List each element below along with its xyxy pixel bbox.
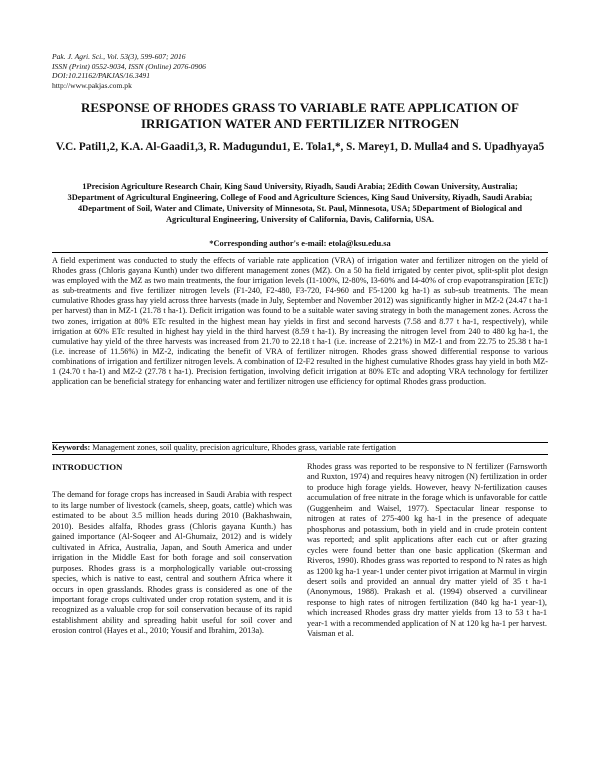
right-paragraph: Rhodes grass was reported to be responsive to N fertilizer (Farnsworth and Ruxton, 1974) and requires heavy nitrogen (N) fertilization in order to produce high forage yields. However, heavy N-fertilization causes accumulation of free nitrate in the forage which is unfavorable for cattle (Guggenheim and Waisel, 1977). Spectacular linear response to nitrogen at rates of 275-400 kg ha-1 in the presence of adequate phosphorus and potassium, both in yield and in crude protein content was reported; and split applications after each cut or after grazing cycles were found better than one basic application (Skerman and Riveros, 1990). Rhodes grass was reported to respond to N rates as high as 1200 kg ha-1 year-1 under center pivot irrigation at Marmul in virgin desert soils and provided an annual dry matter yield of 35 t ha-1 (Anonymous, 1988). Prakash et al. (1994) observed a curvilinear response to high rates of nitrogen fertilization (840 kg ha-1 year-1), which increased Rhodes grass dry matter yields from 13 to 53 t ha-1 year-1 with a recommended application of N at 120 kg ha-1 per harvest. Vaisman et al. <box>307 462 547 639</box>
paper-title: RESPONSE OF RHODES GRASS TO VARIABLE RATE APPLICATION OF IRRIGATION WATER AND FERTILIZER NITROGEN <box>80 100 519 131</box>
journal-header <box>52 52 206 90</box>
issn-line: ISSN (Print) 0552-9034, ISSN (Online) 2076-0906 <box>52 61 206 71</box>
author-list: V.C. Patil1,2, K.A. Al-Gaadi1,3, R. Madugundu1, E. Tola1,*, S. Marey1, D. Mulla4 and S. Upadhyaya5 <box>55 141 545 153</box>
left-column <box>52 462 292 637</box>
abstract: A field experiment was conducted to study the effects of variable rate application (VRA) of irrigation water and fertilizer nitrogen on the yield of Rhodes grass (Chloris gayana Kunth) under two different management zones (MZ). On a 50 ha field irrigated by center pivot, split-split plot design was employed with the MZ as two main treatments, the four irrigation levels (I1-100%, I2-80%, I3-60% and I4-40% of crop evapotranspiration [ETc]) as sub-treatments and five fertilizer nitrogen levels (F1-240, F2-480, F3-720, F4-960 and F5-1200 kg ha-1) as sub-sub treatments. The mean cumulative Rhodes grass hay yield across three harvests (made in July, September and November 2012) was significantly higher in MZ-2 (24.47 t ha-1 per harvest) than in MZ-1 (21.78 t ha-1). Deficit irrigation was found to be a suitable water saving strategy in both the management zones. Across the two zones, irrigation at 80% ETc resulted in the highest mean hay yields in first and second harvests (7.58 and 8.77 t ha-1, respectively), while irrigation at 60% ETc resulted in highest hay yield in the third harvest (8.59 t ha-1). By increasing the nitrogen level from 240 to 480 kg ha-1, the cumulative hay yield of the three harvests was increased from 21.70 to 22.18 t ha-1 (i.e. increase of 2.21%) in MZ-1 and from 22.75 to 25.38 t ha-1 (i.e. increase of 11.56%) in MZ-2, indicating the benefit of VRA of fertilizer nitrogen. Rhodes grass showed differential response to various combinations of irrigation and fertilizer nitrogen levels. A combination of I2-F2 resulted in the highest cumulative Rhodes grass hay yield in both MZ-1 (24.70 t ha-1) and MZ-2 (27.78 t ha-1). Precision fertigation, involving deficit irrigation at 80% ETc and adopting VRA technology for fertilizer application can be beneficial strategy for enhancing water and fertilizer nitrogen use efficiency for optimal Rhodes grass production. <box>52 252 548 387</box>
keywords <box>52 442 548 455</box>
keywords-text: Management zones, soil quality, precision agriculture, Rhodes grass, variable rate fertigation <box>92 443 396 452</box>
affiliations: 1Precision Agriculture Research Chair, King Saud University, Riyadh, Saudi Arabia; 2Edith Cowan University, Australia; 3Department of Agricultural Engineering, College of Food and Agriculture Sciences, King Saud University, Riyadh, Saudi Arabia; 4Department of Soil, Water and Climate, University of Minnesota, St. Paul, Minnesota, USA; 5Department of Biological and Agricultural Engineering, University of California, Davis, California, USA. <box>67 182 533 224</box>
introduction-heading: INTRODUCTION <box>52 462 123 472</box>
corresponding-author: *Corresponding author's e-mail: etola@ksu.edu.sa <box>209 239 391 248</box>
doi-line: DOI:10.21162/PAKJAS/16.3491 <box>52 71 151 81</box>
journal-url-link[interactable]: http://www.pakjas.com.pk <box>52 80 132 90</box>
journal-citation: Pak. J. Agri. Sci., Vol. 53(3), 599-607; 2016 <box>52 52 186 61</box>
right-column <box>307 462 547 640</box>
intro-paragraph: The demand for forage crops has increased in Saudi Arabia with respect to its large number of livestock (camels, sheep, goats, cattle) which was estimated to be about 3.5 million heads during 2010 (Bakhashwain, 2010). Besides alfalfa, Rhodes grass (Chloris gayana Kunth.) has gained importance (Al-Soqeer and Al-Ghumaiz, 2012) and is widely cultivated in Africa, Australia, Japan, and South America and under irrigation in the Middle East for both forage and soil conservation purposes. Rhodes grass is a morphologically variable out-crossing species, which is native to east, central and southern Africa where it occurs in open grasslands. Rhodes grass is considered as one of the important forage crops cultivated under crop rotation system, and it is recognized as a valuable crop for soil conservation because of its rapid establishment ability and spreading habit useful for soil cover and erosion control (Hayes et al., 2010; Yousif and Ibrahim, 2013a). <box>52 490 292 636</box>
keywords-label: Keywords: <box>52 443 91 452</box>
